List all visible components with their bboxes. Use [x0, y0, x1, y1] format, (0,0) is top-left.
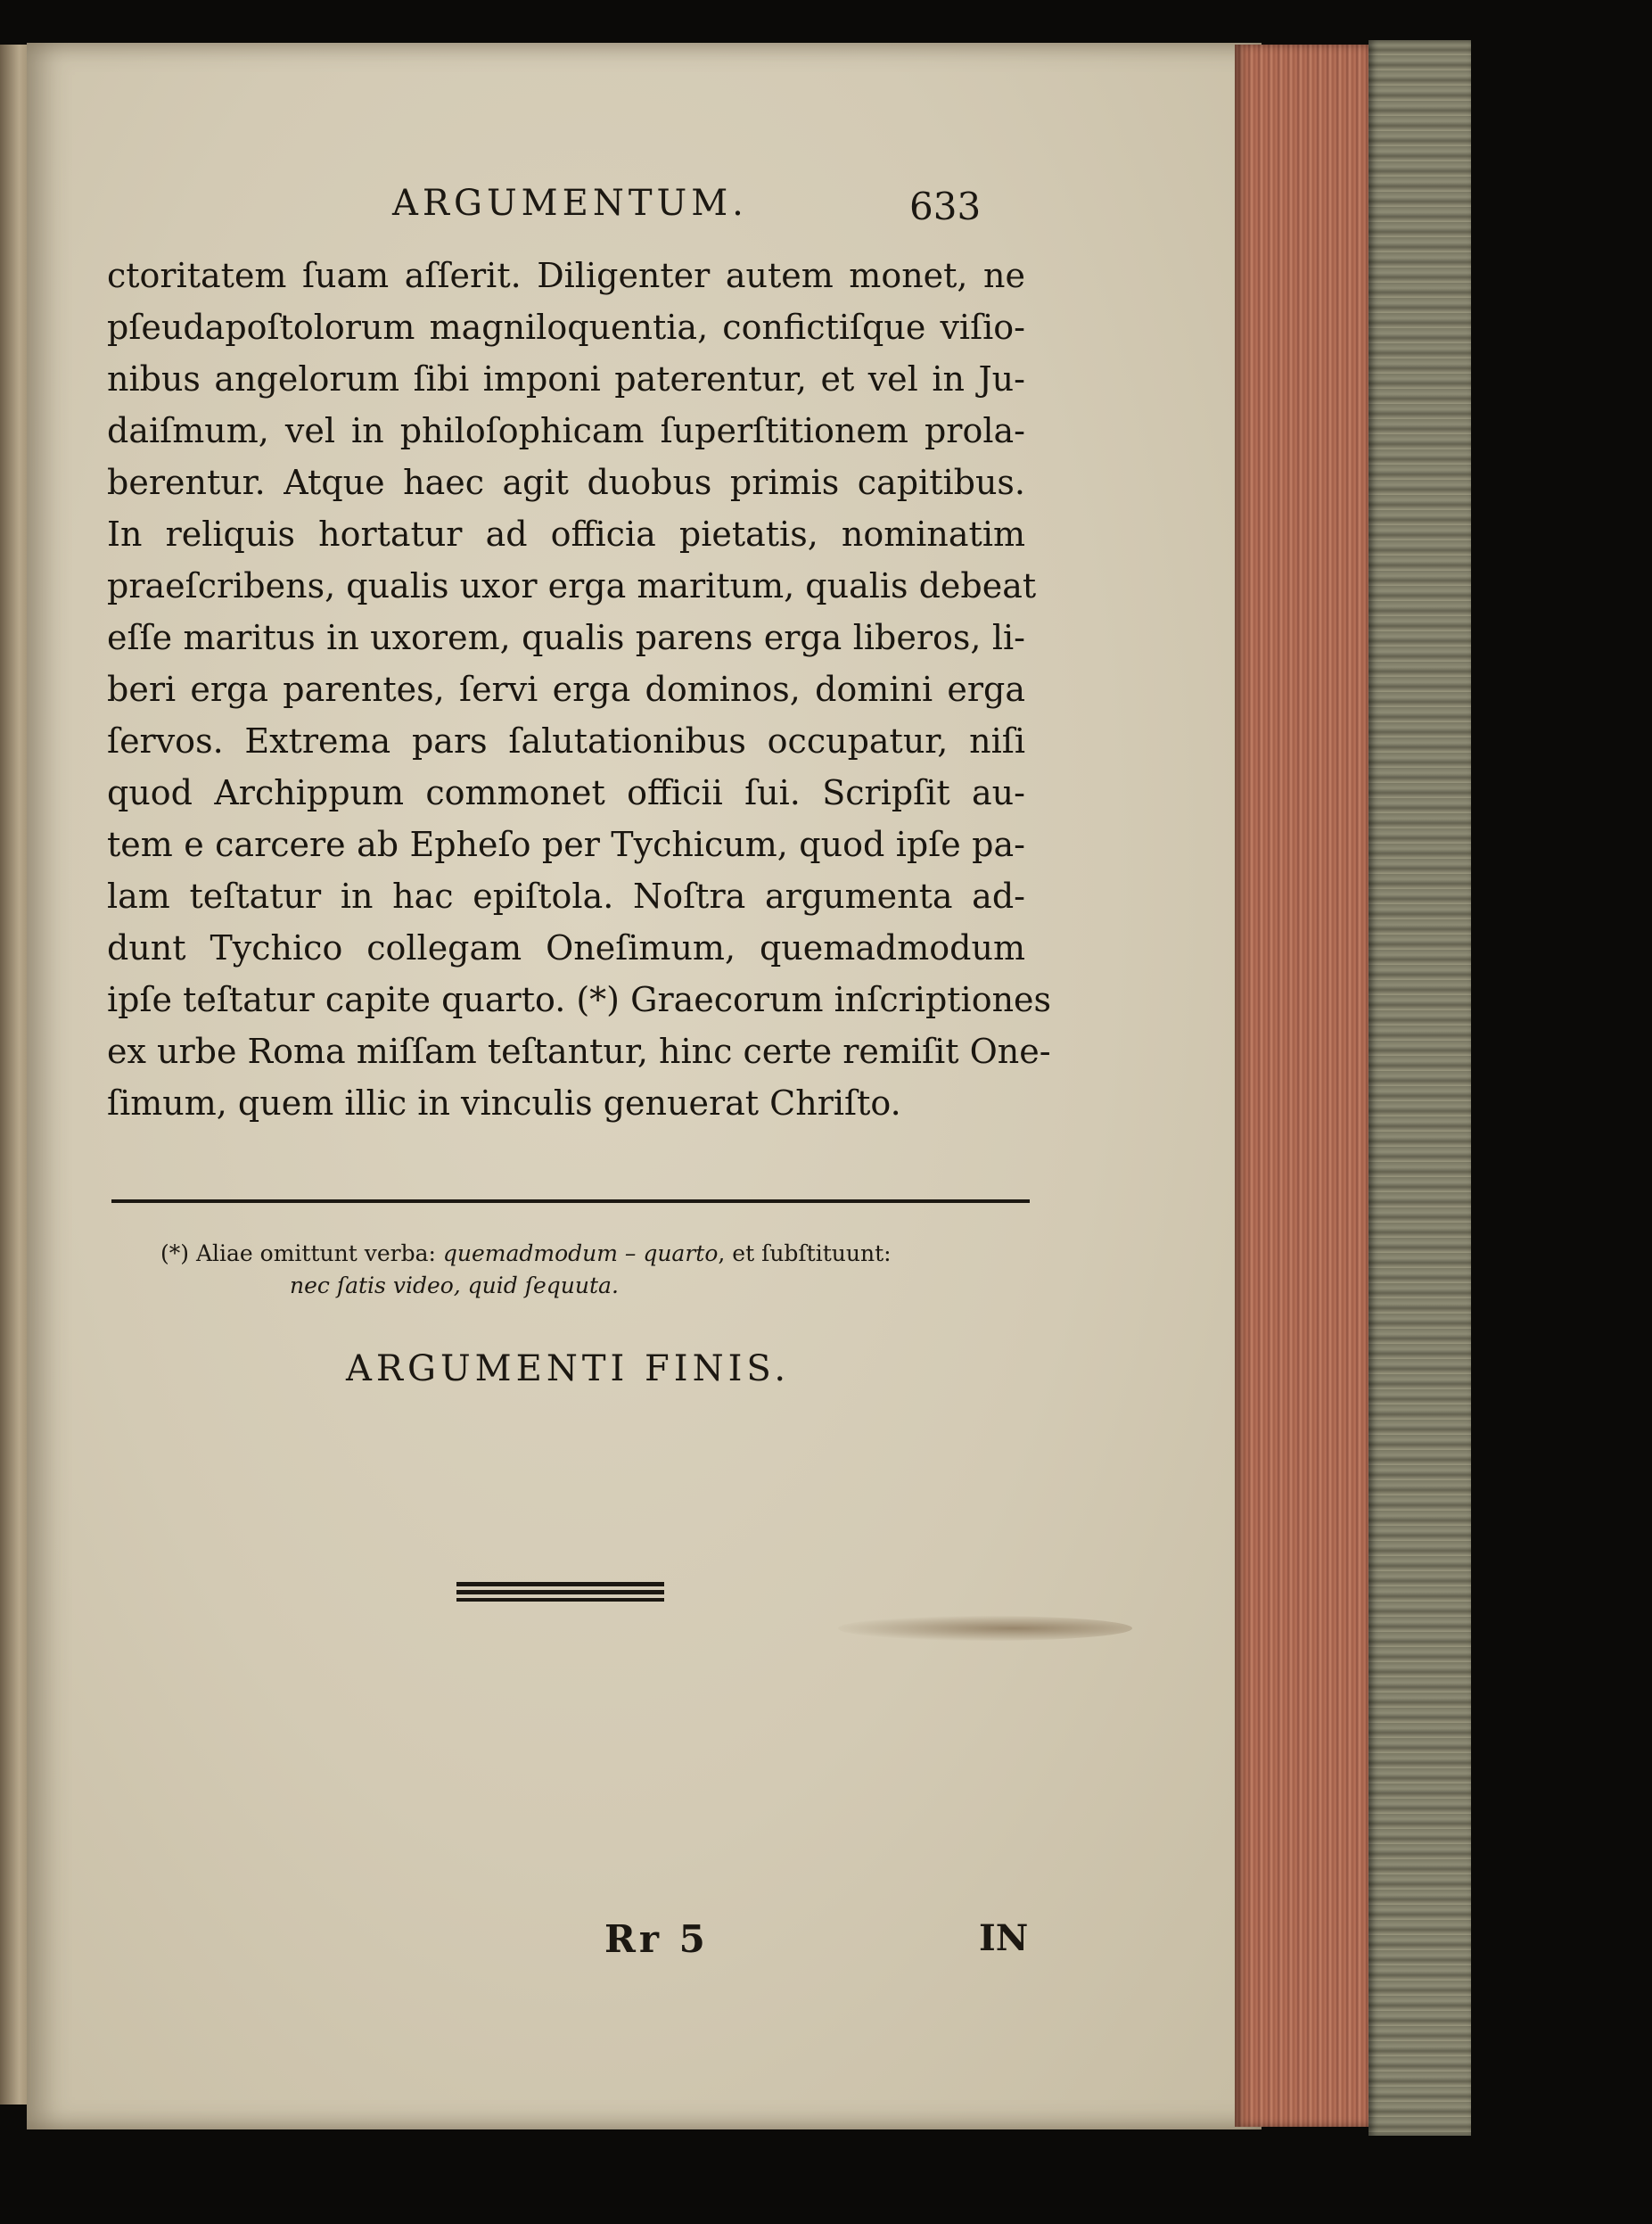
text-line: ſervos. Extrema pars ſalutationibus occupatur, niſi	[107, 721, 1025, 761]
page-fore-edge	[1235, 45, 1368, 2127]
text-line: nibus angelorum ſibi imponi paterentur, et vel in Ju-	[107, 359, 1025, 399]
text-line: praeſcribens, qualis uxor erga maritum, qualis debeat	[107, 566, 1037, 605]
footnote-rule	[111, 1199, 1030, 1203]
footnote-line	[160, 1238, 1030, 1270]
text-line: pſeudapoſtolorum magniloquentia, confictiſque viſio-	[107, 308, 1025, 347]
text-line: In reliquis hortatur ad officia pietatis, nominatim	[107, 515, 1025, 554]
text-line: ex urbe Roma miſſam teſtantur, hinc certe remiſit One-	[107, 1032, 1051, 1071]
ornamental-rule	[456, 1582, 664, 1602]
text-line: beri erga parentes, ſervi erga dominos, domini erga	[107, 670, 1025, 709]
section-end-title: ARGUMENTI FINIS.	[346, 1348, 791, 1389]
footnote-marker: (*)	[160, 1240, 190, 1266]
text-line: quod Archippum commonet officii ſui. Scripſit au-	[107, 773, 1025, 812]
body-text	[107, 250, 1052, 1129]
text-line: ſimum, quem illic in vinculis genuerat Chriſto.	[107, 1083, 901, 1123]
catchword: IN	[979, 1917, 1029, 1959]
footnote	[160, 1238, 1030, 1302]
footnote-text: Aliae omittunt verba:	[189, 1240, 443, 1266]
text-line: berentur. Atque haec agit duobus primis capitibus.	[107, 463, 1025, 502]
paper-stain	[838, 1616, 1132, 1641]
signature-mark: Rr 5	[604, 1917, 709, 1961]
binding-board	[1368, 40, 1471, 2136]
text-line: tem e carcere ab Epheſo per Tychicum, quod ipſe pa-	[107, 825, 1025, 864]
text-line: ipſe teſtatur capite quarto. (*) Graecorum inſcriptiones	[107, 980, 1052, 1019]
footnote-quote: quemadmodum – quarto	[442, 1240, 719, 1266]
footnote-text: , et ſubſtituunt:	[718, 1240, 892, 1266]
running-head: ARGUMENTUM.	[392, 183, 748, 224]
page-number: 633	[909, 185, 982, 228]
text-line: eſſe maritus in uxorem, qualis parens erga liberos, li-	[107, 618, 1025, 657]
text-line: daiſmum, vel in philoſophicam ſuperſtitionem prola-	[107, 411, 1025, 450]
text-line: lam teſtatur in hac epiſtola. Noſtra argumenta ad-	[107, 877, 1025, 916]
text-line: dunt Tychico collegam Oneſimum, quemadmodum	[107, 928, 1025, 968]
text-line: ctoritatem ſuam aſſerit. Diligenter autem monet, ne	[107, 256, 1025, 295]
footnote-line: nec ſatis video, quid ſequuta.	[290, 1273, 619, 1298]
